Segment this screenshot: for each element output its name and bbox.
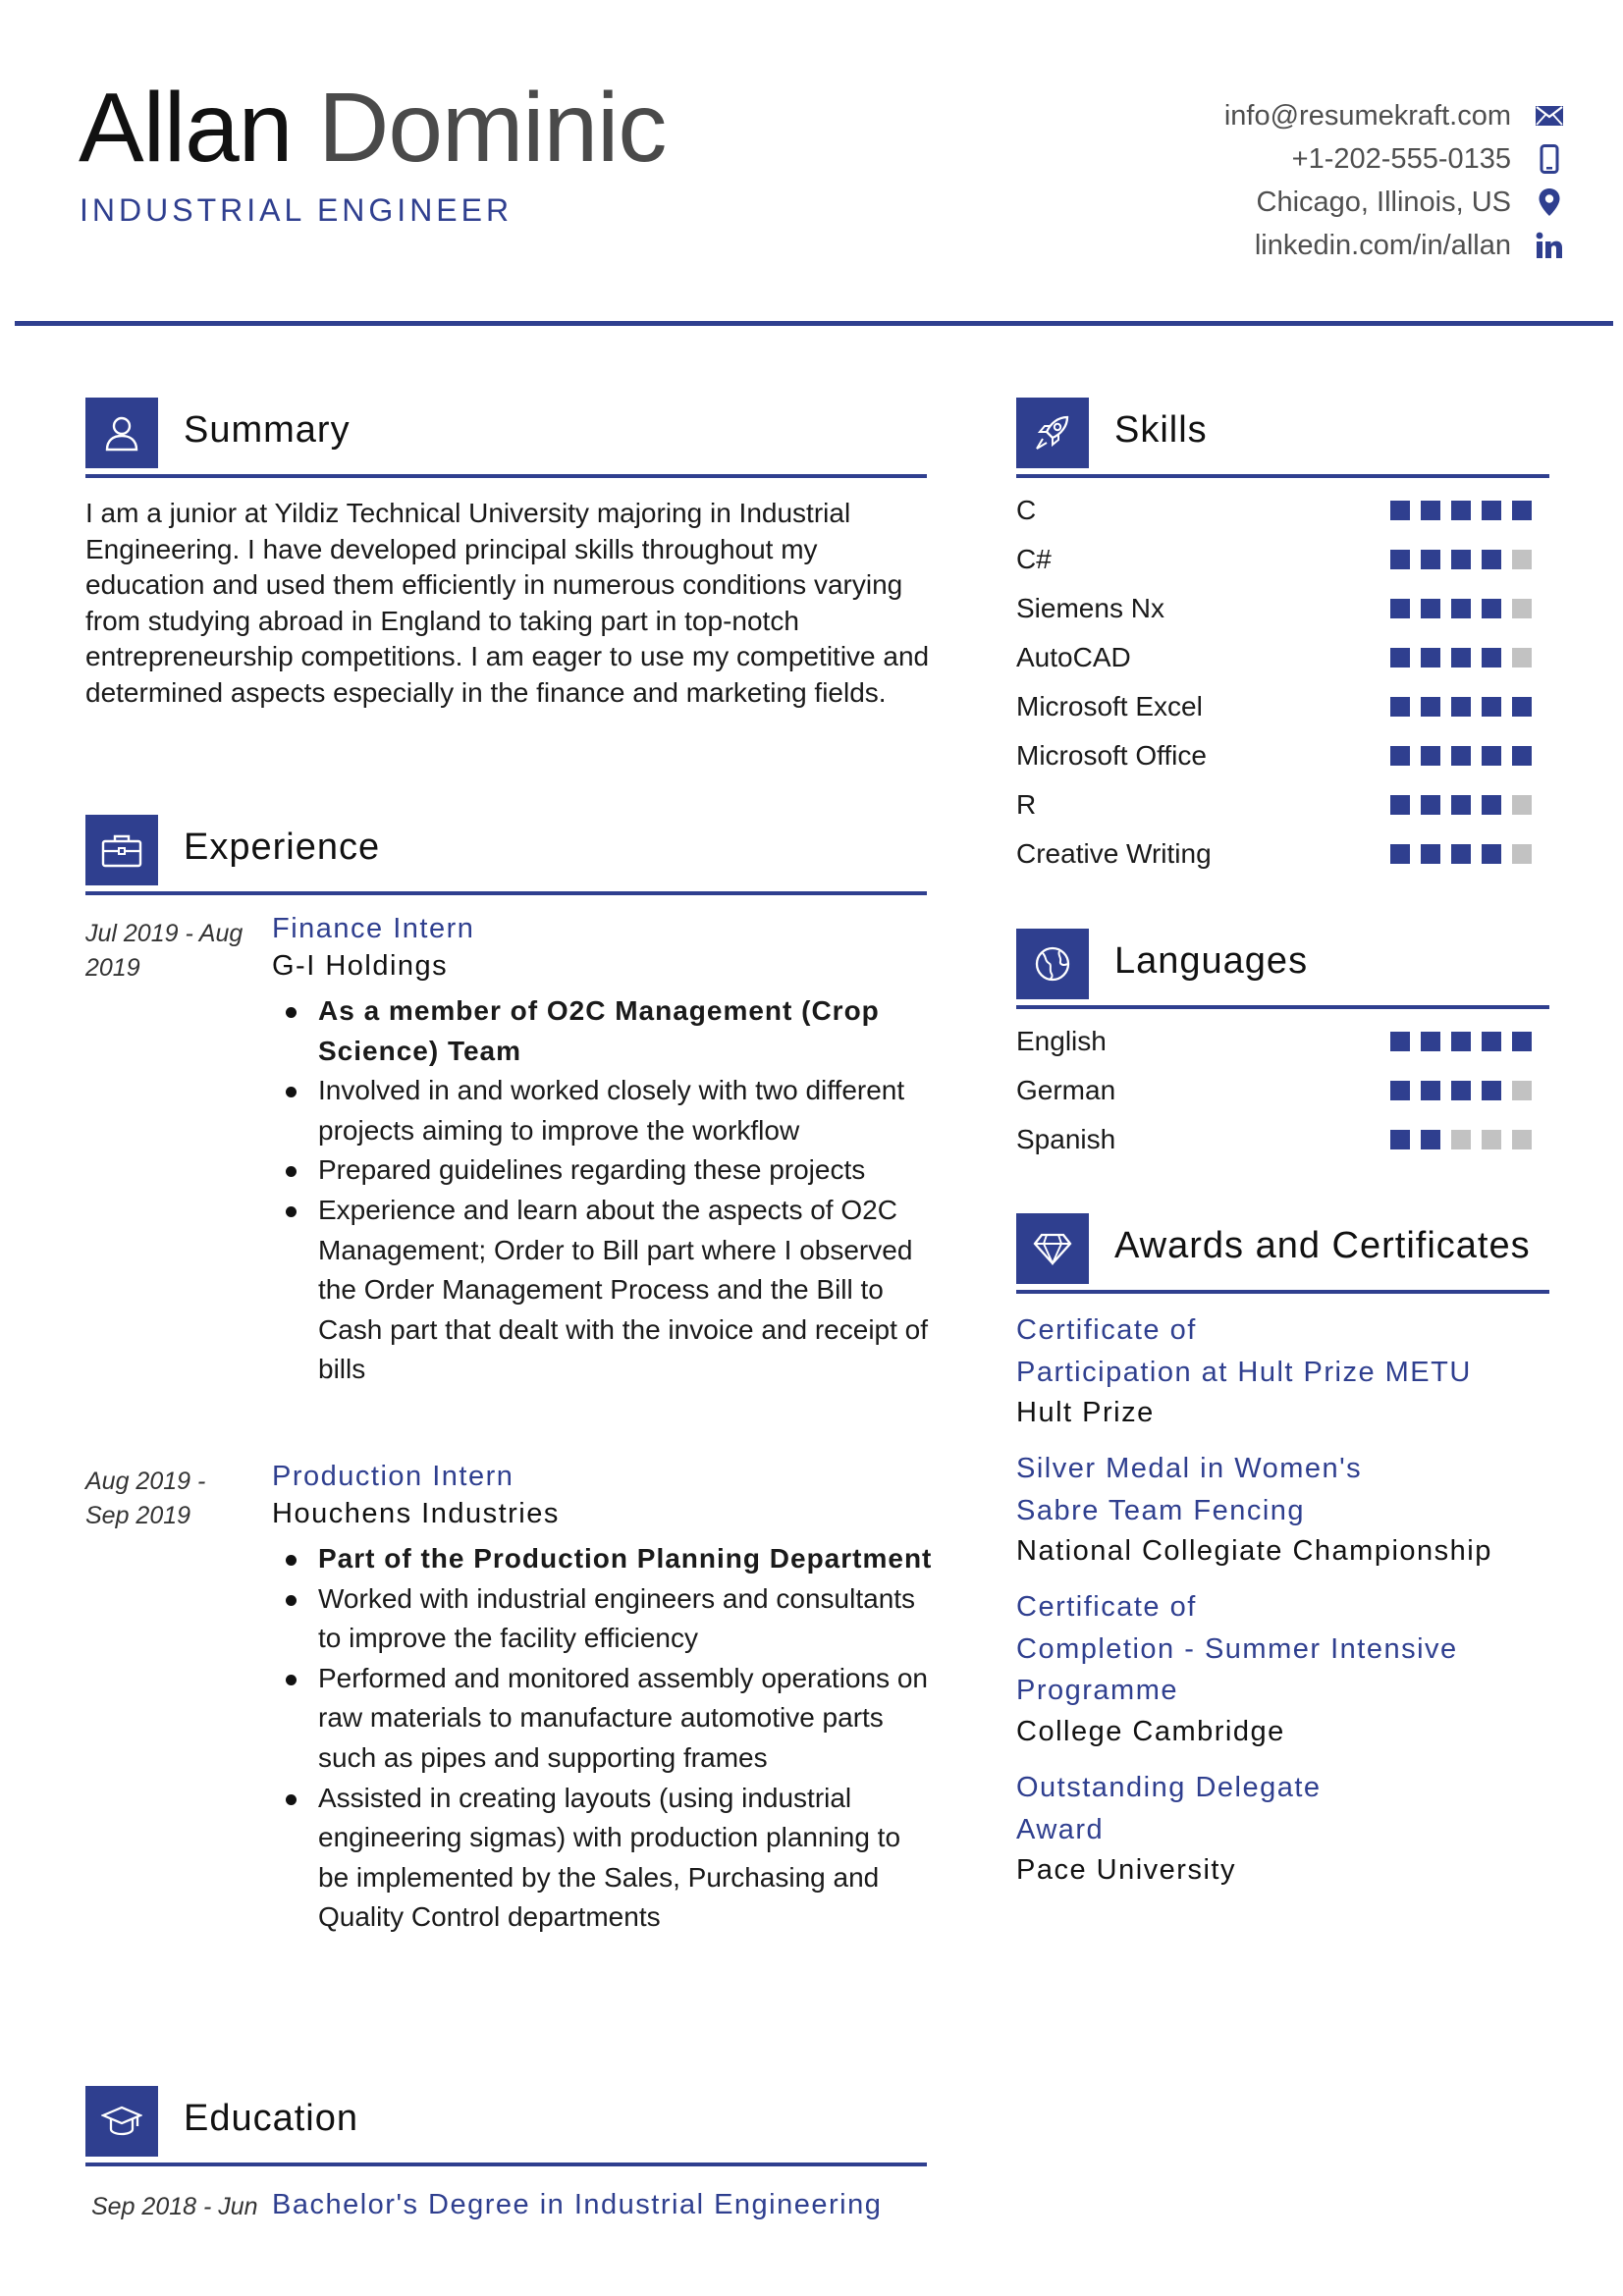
rating-square-filled (1421, 746, 1440, 766)
language-rating (1390, 1081, 1532, 1100)
briefcase-icon (85, 815, 158, 885)
skill-name: C# (1016, 544, 1052, 574)
rating-square-filled (1482, 1032, 1501, 1051)
rating-square-filled (1482, 550, 1501, 569)
award-title (1016, 1309, 1546, 1393)
award-title (1016, 1767, 1546, 1850)
award-title-line: Certificate of (1016, 1314, 1197, 1346)
rating-square-empty (1512, 599, 1532, 618)
linkedin-icon (1533, 229, 1566, 262)
skill-row (1016, 540, 1532, 589)
award-organization: Hult Prize (1016, 1397, 1155, 1428)
awards-title: Awards and Certificates (1114, 1225, 1531, 1266)
skill-name: Microsoft Excel (1016, 691, 1203, 721)
language-name: Spanish (1016, 1124, 1116, 1154)
rating-square-filled (1512, 697, 1532, 717)
job-title: INDUSTRIAL ENGINEER (80, 192, 514, 228)
rating-square-filled (1421, 795, 1440, 815)
award-title-line: Certificate of (1016, 1591, 1197, 1623)
rating-square-filled (1390, 648, 1410, 667)
award-title-line: Silver Medal in Women's (1016, 1453, 1363, 1484)
rating-square-empty (1512, 648, 1532, 667)
skills-list (1016, 491, 1532, 883)
rating-square-filled (1482, 501, 1501, 520)
summary-section-header (85, 398, 927, 488)
skill-name: AutoCAD (1016, 642, 1131, 672)
rating-square-empty (1482, 1130, 1501, 1149)
rating-square-filled (1421, 1032, 1440, 1051)
experience-bullet: Prepared guidelines regarding these projects (318, 1150, 937, 1191)
rating-square-empty (1512, 844, 1532, 864)
rocket-icon (1016, 398, 1089, 468)
award-organization: College Cambridge (1016, 1715, 1285, 1747)
skill-name: Creative Writing (1016, 838, 1212, 869)
skill-rating (1390, 550, 1532, 569)
award-item (1016, 1448, 1546, 1571)
award-title-line: Completion - Summer Intensive (1016, 1632, 1458, 1665)
rating-square-filled (1451, 844, 1471, 864)
rating-square-filled (1451, 648, 1471, 667)
contact-email[interactable] (898, 94, 1566, 137)
skill-rating (1390, 844, 1532, 864)
rating-square-filled (1512, 746, 1532, 766)
award-item (1016, 1767, 1546, 1890)
rating-square-filled (1451, 697, 1471, 717)
skill-row (1016, 785, 1532, 834)
skill-rating (1390, 746, 1532, 766)
rating-square-filled (1390, 1032, 1410, 1051)
award-organization: National Collegiate Championship (1016, 1535, 1492, 1567)
experience-title: Experience (184, 827, 381, 868)
skill-rating (1390, 795, 1532, 815)
skill-rating (1390, 648, 1532, 667)
user-icon (85, 398, 158, 468)
rating-square-filled (1451, 795, 1471, 815)
experience-bullet: Worked with industrial engineers and consultants to improve the facility efficiency (318, 1579, 937, 1659)
skill-rating (1390, 599, 1532, 618)
education-date: Sep 2018 - Jun (91, 2193, 258, 2220)
candidate-name (79, 73, 667, 183)
language-rating (1390, 1130, 1532, 1149)
rating-square-empty (1512, 1130, 1532, 1149)
diamond-icon (1016, 1213, 1089, 1284)
rating-square-filled (1482, 746, 1501, 766)
header-divider (15, 321, 1613, 326)
skill-name: Siemens Nx (1016, 593, 1164, 623)
phone-text: +1-202-555-0135 (1291, 142, 1511, 175)
rating-square-filled (1451, 501, 1471, 520)
globe-icon (1016, 929, 1089, 999)
rating-square-filled (1390, 1130, 1410, 1149)
rating-square-filled (1421, 501, 1440, 520)
summary-text: I am a junior at Yildiz Technical University majoring in Industrial Engineering. I have developed principal skills throughout my education and used them efficiently in numerous conditions varying from studying abroad in England to taking part in top-notch entrepreneurship competitions. I am eager to use my competitive and determined aspects especially in the finance and marketing fields. (85, 498, 930, 708)
email-text: info@resumekraft.com (1223, 99, 1511, 132)
skill-rating (1390, 501, 1532, 520)
awards-divider (1016, 1290, 1549, 1294)
contact-list (898, 94, 1566, 267)
rating-square-filled (1390, 501, 1410, 520)
rating-square-filled (1421, 844, 1440, 864)
summary-title: Summary (184, 409, 351, 451)
rating-square-empty (1512, 550, 1532, 569)
experience-bullets (318, 1539, 937, 1938)
rating-square-filled (1512, 501, 1532, 520)
language-name: German (1016, 1075, 1116, 1105)
rating-square-filled (1421, 1081, 1440, 1100)
experience-role: Finance Intern (272, 913, 475, 944)
skills-section-header (1016, 398, 1549, 488)
education-section-header (85, 2086, 927, 2176)
skill-row (1016, 638, 1532, 687)
skill-name: R (1016, 789, 1037, 820)
rating-square-filled (1390, 795, 1410, 815)
experience-company: G-I Holdings (272, 950, 449, 982)
language-row (1016, 1022, 1532, 1071)
skill-name: Microsoft Office (1016, 740, 1207, 771)
award-item (1016, 1309, 1546, 1432)
rating-square-filled (1451, 1032, 1471, 1051)
experience-bullet: Involved in and worked closely with two different projects aiming to improve the workflow (318, 1071, 937, 1150)
languages-divider (1016, 1005, 1549, 1009)
rating-square-filled (1390, 697, 1410, 717)
rating-square-filled (1390, 746, 1410, 766)
summary-divider (85, 474, 927, 478)
rating-square-filled (1482, 697, 1501, 717)
rating-square-filled (1482, 1081, 1501, 1100)
language-rating (1390, 1032, 1532, 1051)
experience-date: Aug 2019 - Sep 2019 (85, 1468, 206, 1529)
skill-row (1016, 491, 1532, 540)
award-item (1016, 1586, 1546, 1751)
award-organization: Pace University (1016, 1854, 1236, 1886)
award-title (1016, 1586, 1546, 1712)
rating-square-filled (1421, 599, 1440, 618)
award-title-line: Participation at Hult Prize METU (1016, 1356, 1472, 1388)
rating-square-filled (1421, 550, 1440, 569)
first-name: Allan (79, 73, 293, 183)
rating-square-filled (1421, 648, 1440, 667)
experience-company: Houchens Industries (272, 1498, 560, 1529)
award-title-line: Outstanding Delegate (1016, 1772, 1322, 1803)
experience-divider (85, 891, 927, 895)
rating-square-filled (1451, 550, 1471, 569)
rating-square-filled (1421, 1130, 1440, 1149)
rating-square-filled (1390, 550, 1410, 569)
education-degree: Bachelor's Degree in Industrial Engineering (272, 2189, 883, 2220)
skills-divider (1016, 474, 1549, 478)
rating-square-filled (1482, 844, 1501, 864)
languages-title: Languages (1114, 940, 1309, 982)
education-divider (85, 2163, 927, 2166)
contact-linkedin[interactable] (898, 224, 1566, 267)
skill-name: C (1016, 495, 1037, 525)
experience-bullet: Assisted in creating layouts (using industrial engineering sigmas) with production planning to be implemented by the Sales, Purchasing and Quality Control departments (318, 1779, 937, 1938)
skill-row (1016, 834, 1532, 883)
awards-section-header (1016, 1213, 1549, 1304)
rating-square-empty (1512, 1081, 1532, 1100)
skill-row (1016, 687, 1532, 736)
experience-role: Production Intern (272, 1461, 514, 1492)
location-text: Chicago, Illinois, US (1256, 186, 1511, 218)
education-title: Education (184, 2098, 359, 2139)
skill-rating (1390, 697, 1532, 717)
experience-bullet: Experience and learn about the aspects of O2C Management; Order to Bill part where I observed the Order Management Process and the Bill to Cash part that dealt with the invoice and receipt of bills (318, 1191, 937, 1390)
rating-square-filled (1482, 795, 1501, 815)
experience-bullet: As a member of O2C Management (Crop Science) Team (318, 991, 937, 1071)
envelope-icon (1533, 99, 1566, 133)
rating-square-empty (1451, 1130, 1471, 1149)
linkedin-text: linkedin.com/in/allan (1254, 229, 1511, 261)
rating-square-empty (1512, 795, 1532, 815)
rating-square-filled (1482, 599, 1501, 618)
experience-bullet: Part of the Production Planning Department (318, 1539, 937, 1579)
award-title-line: Programme (1016, 1675, 1178, 1706)
award-title-line: Sabre Team Fencing (1016, 1494, 1306, 1526)
languages-section-header (1016, 929, 1549, 1019)
languages-list (1016, 1022, 1532, 1169)
rating-square-filled (1390, 599, 1410, 618)
rating-square-filled (1390, 1081, 1410, 1100)
language-row (1016, 1071, 1532, 1120)
experience-bullets (318, 991, 937, 1390)
experience-bullet: Performed and monitored assembly operations on raw materials to manufacture automotive parts such as pipes and supporting frames (318, 1659, 937, 1779)
award-title (1016, 1448, 1546, 1531)
last-name: Dominic (318, 73, 667, 183)
experience-section-header (85, 815, 927, 905)
graduation-cap-icon (85, 2086, 158, 2157)
rating-square-filled (1482, 648, 1501, 667)
phone-icon (1533, 142, 1566, 176)
skills-title: Skills (1114, 409, 1208, 451)
contact-phone[interactable] (898, 137, 1566, 181)
award-title-line: Award (1016, 1813, 1105, 1845)
experience-date: Jul 2019 - Aug 2019 (85, 920, 243, 982)
rating-square-filled (1451, 1081, 1471, 1100)
skill-row (1016, 736, 1532, 785)
rating-square-filled (1421, 697, 1440, 717)
skill-row (1016, 589, 1532, 638)
rating-square-filled (1390, 844, 1410, 864)
rating-square-filled (1512, 1032, 1532, 1051)
location-pin-icon (1533, 186, 1566, 219)
language-row (1016, 1120, 1532, 1169)
contact-location (898, 181, 1566, 224)
language-name: English (1016, 1026, 1107, 1056)
rating-square-filled (1451, 599, 1471, 618)
rating-square-filled (1451, 746, 1471, 766)
